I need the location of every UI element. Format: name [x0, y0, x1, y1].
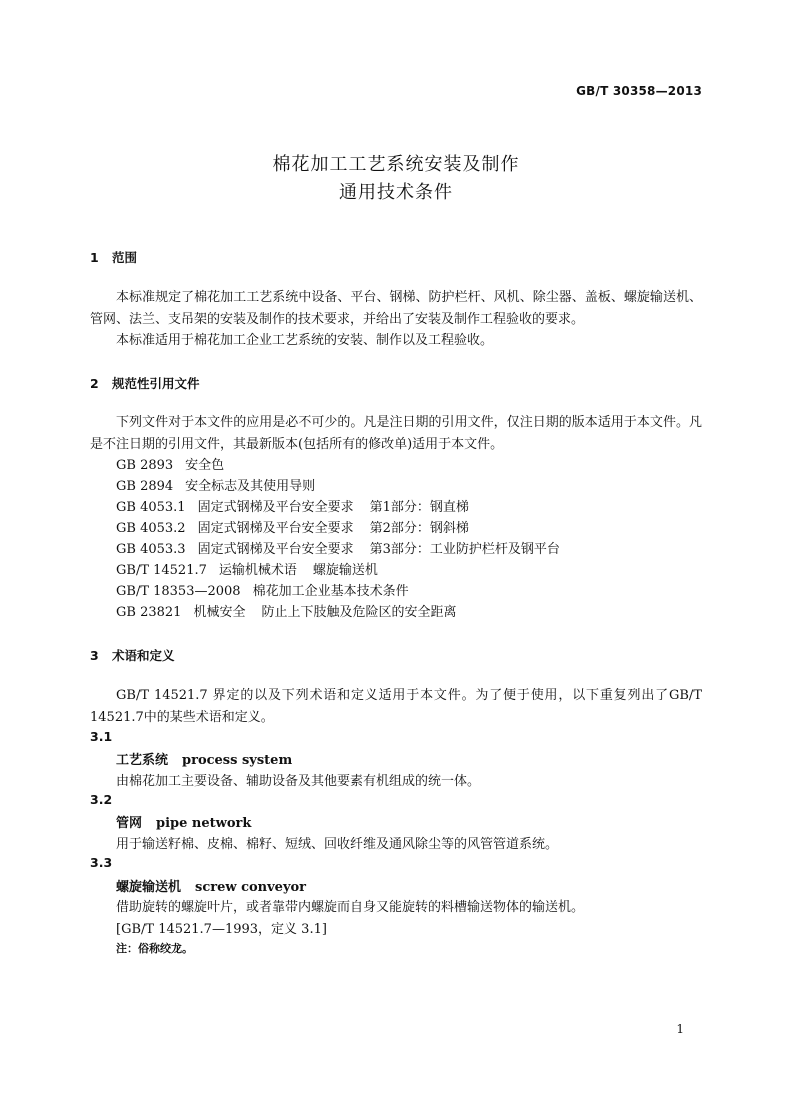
reference-code: GB/T 18353—2008	[116, 584, 241, 599]
section-number: 2	[90, 376, 99, 391]
document-title-line2: 通用技术条件	[339, 182, 453, 203]
reference-item	[116, 456, 224, 476]
reference-part: 第3部分：工业防护栏杆及钢平台	[369, 542, 560, 557]
reference-item	[116, 561, 378, 581]
term-definition: 用于输送籽棉、皮棉、棉籽、短绒、回收纤维及通风除尘等的风管管道系统。	[116, 837, 559, 852]
reference-item	[116, 519, 469, 539]
reference-title: 棉花加工企业基本技术条件	[252, 584, 409, 599]
reference-title: 机械安全	[193, 605, 246, 620]
terms-intro: GB/T 14521.7 界定的以及下列术语和定义适用于本文件。为了便于使用，以下重复列出了GB/T 14521.7中的某些术语和定义。	[90, 688, 702, 725]
term-definition: 借助旋转的螺旋叶片，或者靠带内螺旋而自身又能旋转的料槽输送物体的输送机。	[116, 900, 585, 915]
section-3-heading	[90, 646, 175, 664]
term-zh: 螺旋输送机	[116, 880, 182, 895]
reference-title: 运输机械术语	[218, 563, 297, 578]
term-heading	[116, 749, 292, 768]
term-zh: 管网	[116, 816, 143, 831]
reference-item	[116, 603, 456, 623]
references-intro: 下列文件对于本文件的应用是必不可少的。凡是注日期的引用文件，仅注日期的版本适用于本文件。凡是不注日期的引用文件，其最新版本(包括所有的修改单)适用于本文件。	[90, 415, 702, 452]
reference-item	[116, 582, 409, 602]
reference-code: GB 2894	[116, 479, 174, 494]
reference-item	[116, 477, 315, 497]
section-1-heading	[90, 248, 137, 266]
reference-code: GB 4053.2	[116, 521, 186, 536]
section-title: 术语和定义	[112, 648, 175, 663]
reference-item	[116, 540, 560, 560]
page-number: 1	[676, 1022, 684, 1036]
term-zh: 工艺系统	[116, 753, 169, 768]
section-number: 1	[90, 250, 99, 265]
standard-number: GB/T 30358—2013	[576, 84, 702, 98]
reference-item	[116, 498, 469, 518]
reference-title: 固定式钢梯及平台安全要求	[197, 500, 354, 515]
reference-title: 安全标志及其使用导则	[185, 479, 316, 494]
term-definition: 由棉花加工主要设备、辅助设备及其他要素有机组成的统一体。	[116, 774, 481, 789]
reference-title: 安全色	[185, 458, 225, 473]
reference-code: GB 23821	[116, 605, 182, 620]
reference-code: GB 4053.1	[116, 500, 186, 515]
term-en: pipe network	[156, 816, 252, 831]
term-heading	[116, 812, 251, 831]
reference-title: 固定式钢梯及平台安全要求	[197, 542, 354, 557]
reference-part: 第1部分：钢直梯	[369, 500, 469, 515]
reference-code: GB 2893	[116, 458, 174, 473]
term-note: 注：俗称绞龙。	[116, 942, 193, 955]
term-en: screw conveyor	[195, 880, 307, 895]
reference-code: GB/T 14521.7	[116, 563, 207, 578]
reference-part: 第2部分：钢斜梯	[369, 521, 469, 536]
section-title: 规范性引用文件	[112, 376, 200, 391]
term-source: [GB/T 14521.7—1993，定义 3.1]	[116, 922, 327, 937]
term-number: 3.2	[90, 792, 113, 807]
section-title: 范围	[112, 250, 138, 265]
term-en: process system	[182, 753, 293, 768]
reference-part: 螺旋输送机	[312, 563, 378, 578]
document-title-line1: 棉花加工工艺系统安装及制作	[272, 154, 520, 175]
reference-title: 固定式钢梯及平台安全要求	[197, 521, 354, 536]
scope-paragraph-2: 本标准适用于棉花加工企业工艺系统的安装、制作以及工程验收。	[116, 333, 494, 348]
term-number: 3.1	[90, 729, 113, 744]
term-number: 3.3	[90, 855, 113, 870]
section-2-heading	[90, 374, 200, 392]
term-heading	[116, 876, 306, 895]
section-number: 3	[90, 648, 99, 663]
reference-code: GB 4053.3	[116, 542, 186, 557]
reference-part: 防止上下肢触及危险区的安全距离	[261, 605, 457, 620]
scope-paragraph-1: 本标准规定了棉花加工工艺系统中设备、平台、钢梯、防护栏杆、风机、除尘器、盖板、螺旋输送机、管网、法兰、支吊架的安装及制作的技术要求，并给出了安装及制作工程验收的要求。	[90, 290, 702, 327]
